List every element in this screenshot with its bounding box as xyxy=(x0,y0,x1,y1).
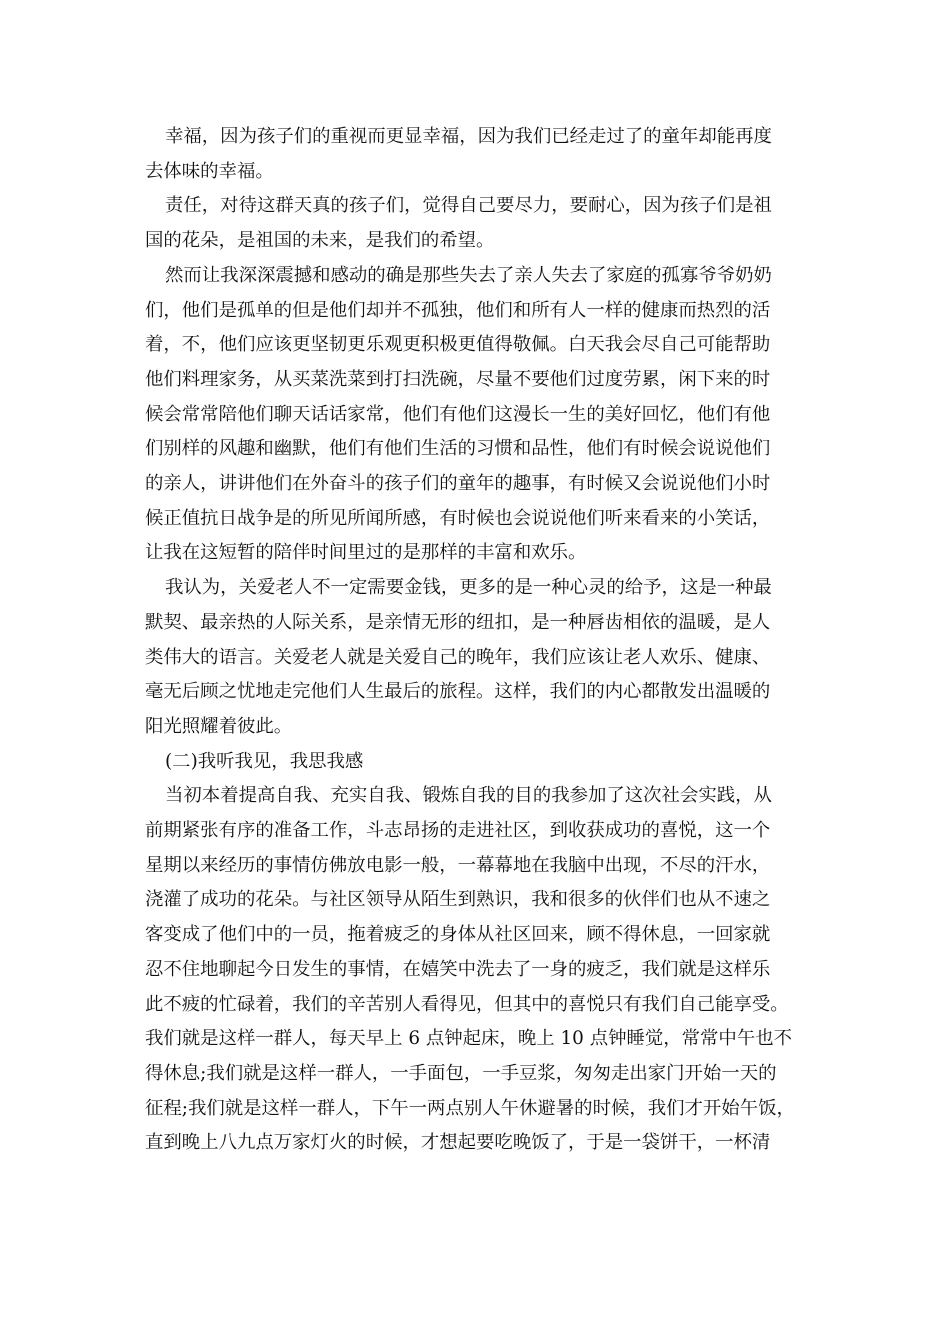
text-line: 我们就是这样一群人，每天早上 6 点钟起床，晚上 10 点钟睡觉，常常中午也不 xyxy=(145,1028,792,1050)
text-line: 前期紧张有序的准备工作，斗志昂扬的走进社区，到收获成功的喜悦，这一个 xyxy=(145,820,771,841)
text-line: 此不疲的忙碌着，我们的辛苦别人看得见，但其中的喜悦只有我们自己能享受。 xyxy=(145,993,789,1015)
section-heading: (二)我听我见，我思我感 xyxy=(165,750,364,772)
text-line: 候正值抗日战争是的所见所闻所感，有时候也会说说他们听来看来的小笑话， xyxy=(145,507,771,529)
text-line: 的亲人，讲讲他们在外奋斗的孩子们的童年的趣事，有时候又会说说他们小时 xyxy=(145,473,771,494)
text-line: 星期以来经历的事情仿佛放电影一般，一幕幕地在我脑中出现，不尽的汗水， xyxy=(145,854,771,876)
text-line: 们别样的风趣和幽默，他们有他们生活的习惯和品性，他们有时候会说说他们 xyxy=(145,438,771,460)
text-line: 他们料理家务，从买菜洗菜到打扫洗碗，尽量不要他们过度劳累，闲下来的时 xyxy=(145,368,771,390)
text-line: 候会常常陪他们聊天话话家常，他们有他们这漫长一生的美好回忆，他们有他 xyxy=(145,403,771,425)
text-line: 浇灌了成功的花朵。与社区领导从陌生到熟识，我和很多的伙伴们也从不速之 xyxy=(145,889,771,911)
text-line: 国的花朵，是祖国的未来，是我们的希望。 xyxy=(145,230,495,252)
text-line: 责任，对待这群天真的孩子们，觉得自己要尽力，要耐心，因为孩子们是祖 xyxy=(165,195,772,217)
text-line: 然而让我深深震撼和感动的确是那些失去了亲人失去了家庭的孤寡爷爷奶奶 xyxy=(165,264,772,286)
text-line: 忍不住地聊起今日发生的事情，在嬉笑中洗去了一身的疲乏，我们就是这样乐 xyxy=(145,958,771,980)
text-line: 直到晚上八九点万家灯火的时候，才想起要吃晚饭了，于是一袋饼干，一杯清 xyxy=(145,1132,771,1154)
text-line: 阳光照耀着彼此。 xyxy=(145,715,293,737)
text-line: 们，他们是孤单的但是他们却并不孤独，他们和所有人一样的健康而热烈的活 xyxy=(145,299,771,321)
text-line: 默契、最亲热的人际关系，是亲情无形的纽扣，是一种唇齿相依的温暖，是人 xyxy=(145,611,771,633)
text-line: 当初本着提高自我、充实自我、锻炼自我的目的我参加了这次社会实践，从 xyxy=(165,785,772,807)
text-line: 征程;我们就是这样一群人，下午一两点别人午休避暑的时候，我们才开始午饭， xyxy=(145,1097,795,1119)
text-line: 毫无后顾之忧地走完他们人生最后的旅程。这样，我们的内心都散发出温暖的 xyxy=(145,681,771,703)
text-line: 得休息;我们就是这样一群人，一手面包，一手豆浆，匆匆走出家门开始一天的 xyxy=(145,1062,777,1084)
text-line: 着，不，他们应该更坚韧更乐观更积极更值得敬佩。白天我会尽自己可能帮助 xyxy=(145,334,771,356)
text-line: 类伟大的语言。关爱老人就是关爱自己的晚年，我们应该让老人欢乐、健康、 xyxy=(145,646,771,668)
text-line: 我认为，关爱老人不一定需要金钱，更多的是一种心灵的给予，这是一种最 xyxy=(165,577,772,599)
text-line: 去体味的幸福。 xyxy=(145,160,274,182)
text-line: 让我在这短暂的陪伴时间里过的是那样的丰富和欢乐。 xyxy=(145,542,587,564)
text-line: 幸福，因为孩子们的重视而更显幸福，因为我们已经走过了的童年却能再度 xyxy=(165,126,772,147)
text-line: 客变成了他们中的一员，拖着疲乏的身体从社区回来，顾不得休息，一回家就 xyxy=(145,924,771,946)
